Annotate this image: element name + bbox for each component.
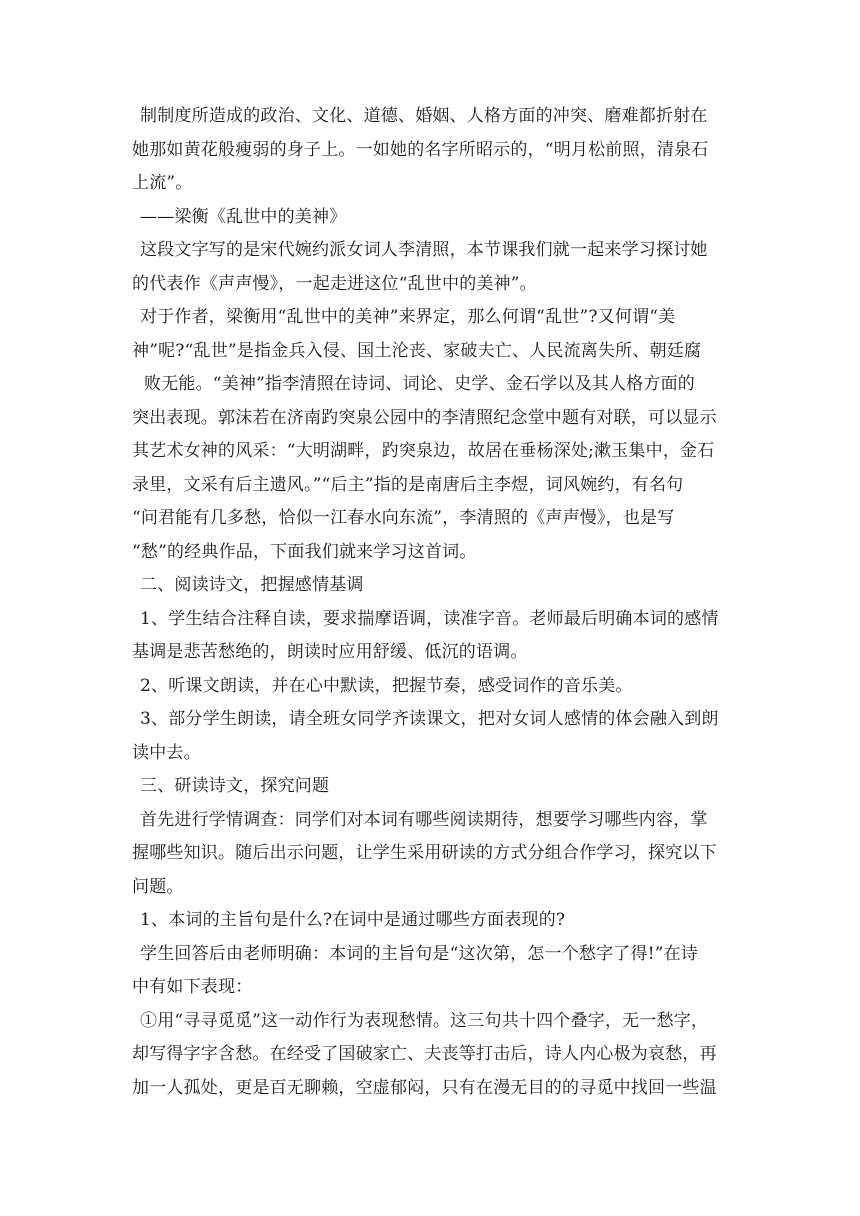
text-line: 其艺术女神的风采：“大明湖畔，趵突泉边，故居在垂杨深处;漱玉集中，金石 [132, 441, 715, 461]
text-line: 2、听课文朗读，并在心中默读，把握节奏，感受词作的音乐美。 [140, 675, 633, 696]
section-heading: 二、阅读诗文，把握感情基调 [140, 575, 364, 595]
text-line: 中有如下表现： [132, 977, 253, 997]
text-line: 学生回答后由老师明确：本词的主旨句是“这次第，怎一个愁字了得!”在诗 [140, 943, 699, 964]
text-line: “问君能有几多愁，恰似一江春水向东流”，李清照的《声声慢》，也是写 [132, 508, 675, 528]
text-line: 加一人孤处，更是百无聊赖，空虚郁闷，只有在漫无目的的寻觅中找回一些温 [132, 1077, 717, 1098]
text-line: 基调是悲苦愁绝的，朗读时应用舒缓、低沉的语调。 [132, 642, 528, 662]
document-body [132, 100, 732, 1105]
text-line: “愁”的经典作品，下面我们就来学习这首词。 [132, 541, 477, 562]
text-line: 上流”。 [132, 173, 193, 193]
text-line: 的代表作《声声慢》，一起走进这位“乱世中的美神”。 [132, 273, 537, 294]
quote-attribution: ——梁衡《乱世中的美神》 [140, 206, 347, 227]
text-line: 突出表现。郭沫若在济南趵突泉公园中的李清照纪念堂中题有对联，可以显示 [132, 407, 717, 428]
section-heading: 三、研读诗文，探究问题 [140, 776, 330, 796]
text-line: 神”呢?“乱世”是指金兵入侵、国土沦丧、家破夫亡、人民流离失所、朝廷腐 [132, 340, 702, 361]
text-line: 握哪些知识。随后出示问题，让学生采用研读的方式分组合作学习，探究以下 [132, 843, 717, 863]
text-line: 制制度所造成的政治、文化、道德、婚姻、人格方面的冲突、磨难都折射在 [140, 106, 708, 126]
text-line: 她那如黄花般瘦弱的身子上。一如她的名字所昭示的，“明月松前照，清泉石 [132, 139, 709, 160]
text-line: 问题。 [132, 876, 184, 897]
text-line: 1、学生结合注释自读，要求揣摩语调，读准字音。老师最后明确本词的感情 [140, 608, 719, 629]
text-line: 对于作者，梁衡用“乱世中的美神”来界定，那么何谓“乱世”?又何谓“美 [140, 307, 676, 327]
text-line: 败无能。“美神”指李清照在诗词、词论、史学、金石学以及其人格方面的 [144, 374, 695, 394]
text-line: 却写得字字含愁。在经受了国破家亡、夫丧等打击后，诗人内心极为哀愁，再 [132, 1044, 717, 1064]
text-line: 3、部分学生朗读，请全班女同学齐读课文，把对女词人感情的体会融入到朗 [140, 709, 719, 729]
text-line: 1、本词的主旨句是什么?在词中是通过哪些方面表现的? [140, 910, 566, 930]
text-line: 录里，文采有后主遗风。”“后主”指的是南唐后主李煜，词风婉约，有名句 [132, 474, 684, 495]
text-line: ①用“寻寻觅觅”这一动作行为表现愁情。这三句共十四个叠字，无一愁字， [140, 1010, 709, 1031]
text-line: 首先进行学情调查：同学们对本词有哪些阅读期待，想要学习哪些内容，掌 [140, 809, 708, 830]
text-line: 读中去。 [132, 742, 201, 763]
text-line: 这段文字写的是宋代婉约派女词人李清照，本节课我们就一起来学习探讨她 [140, 240, 708, 260]
